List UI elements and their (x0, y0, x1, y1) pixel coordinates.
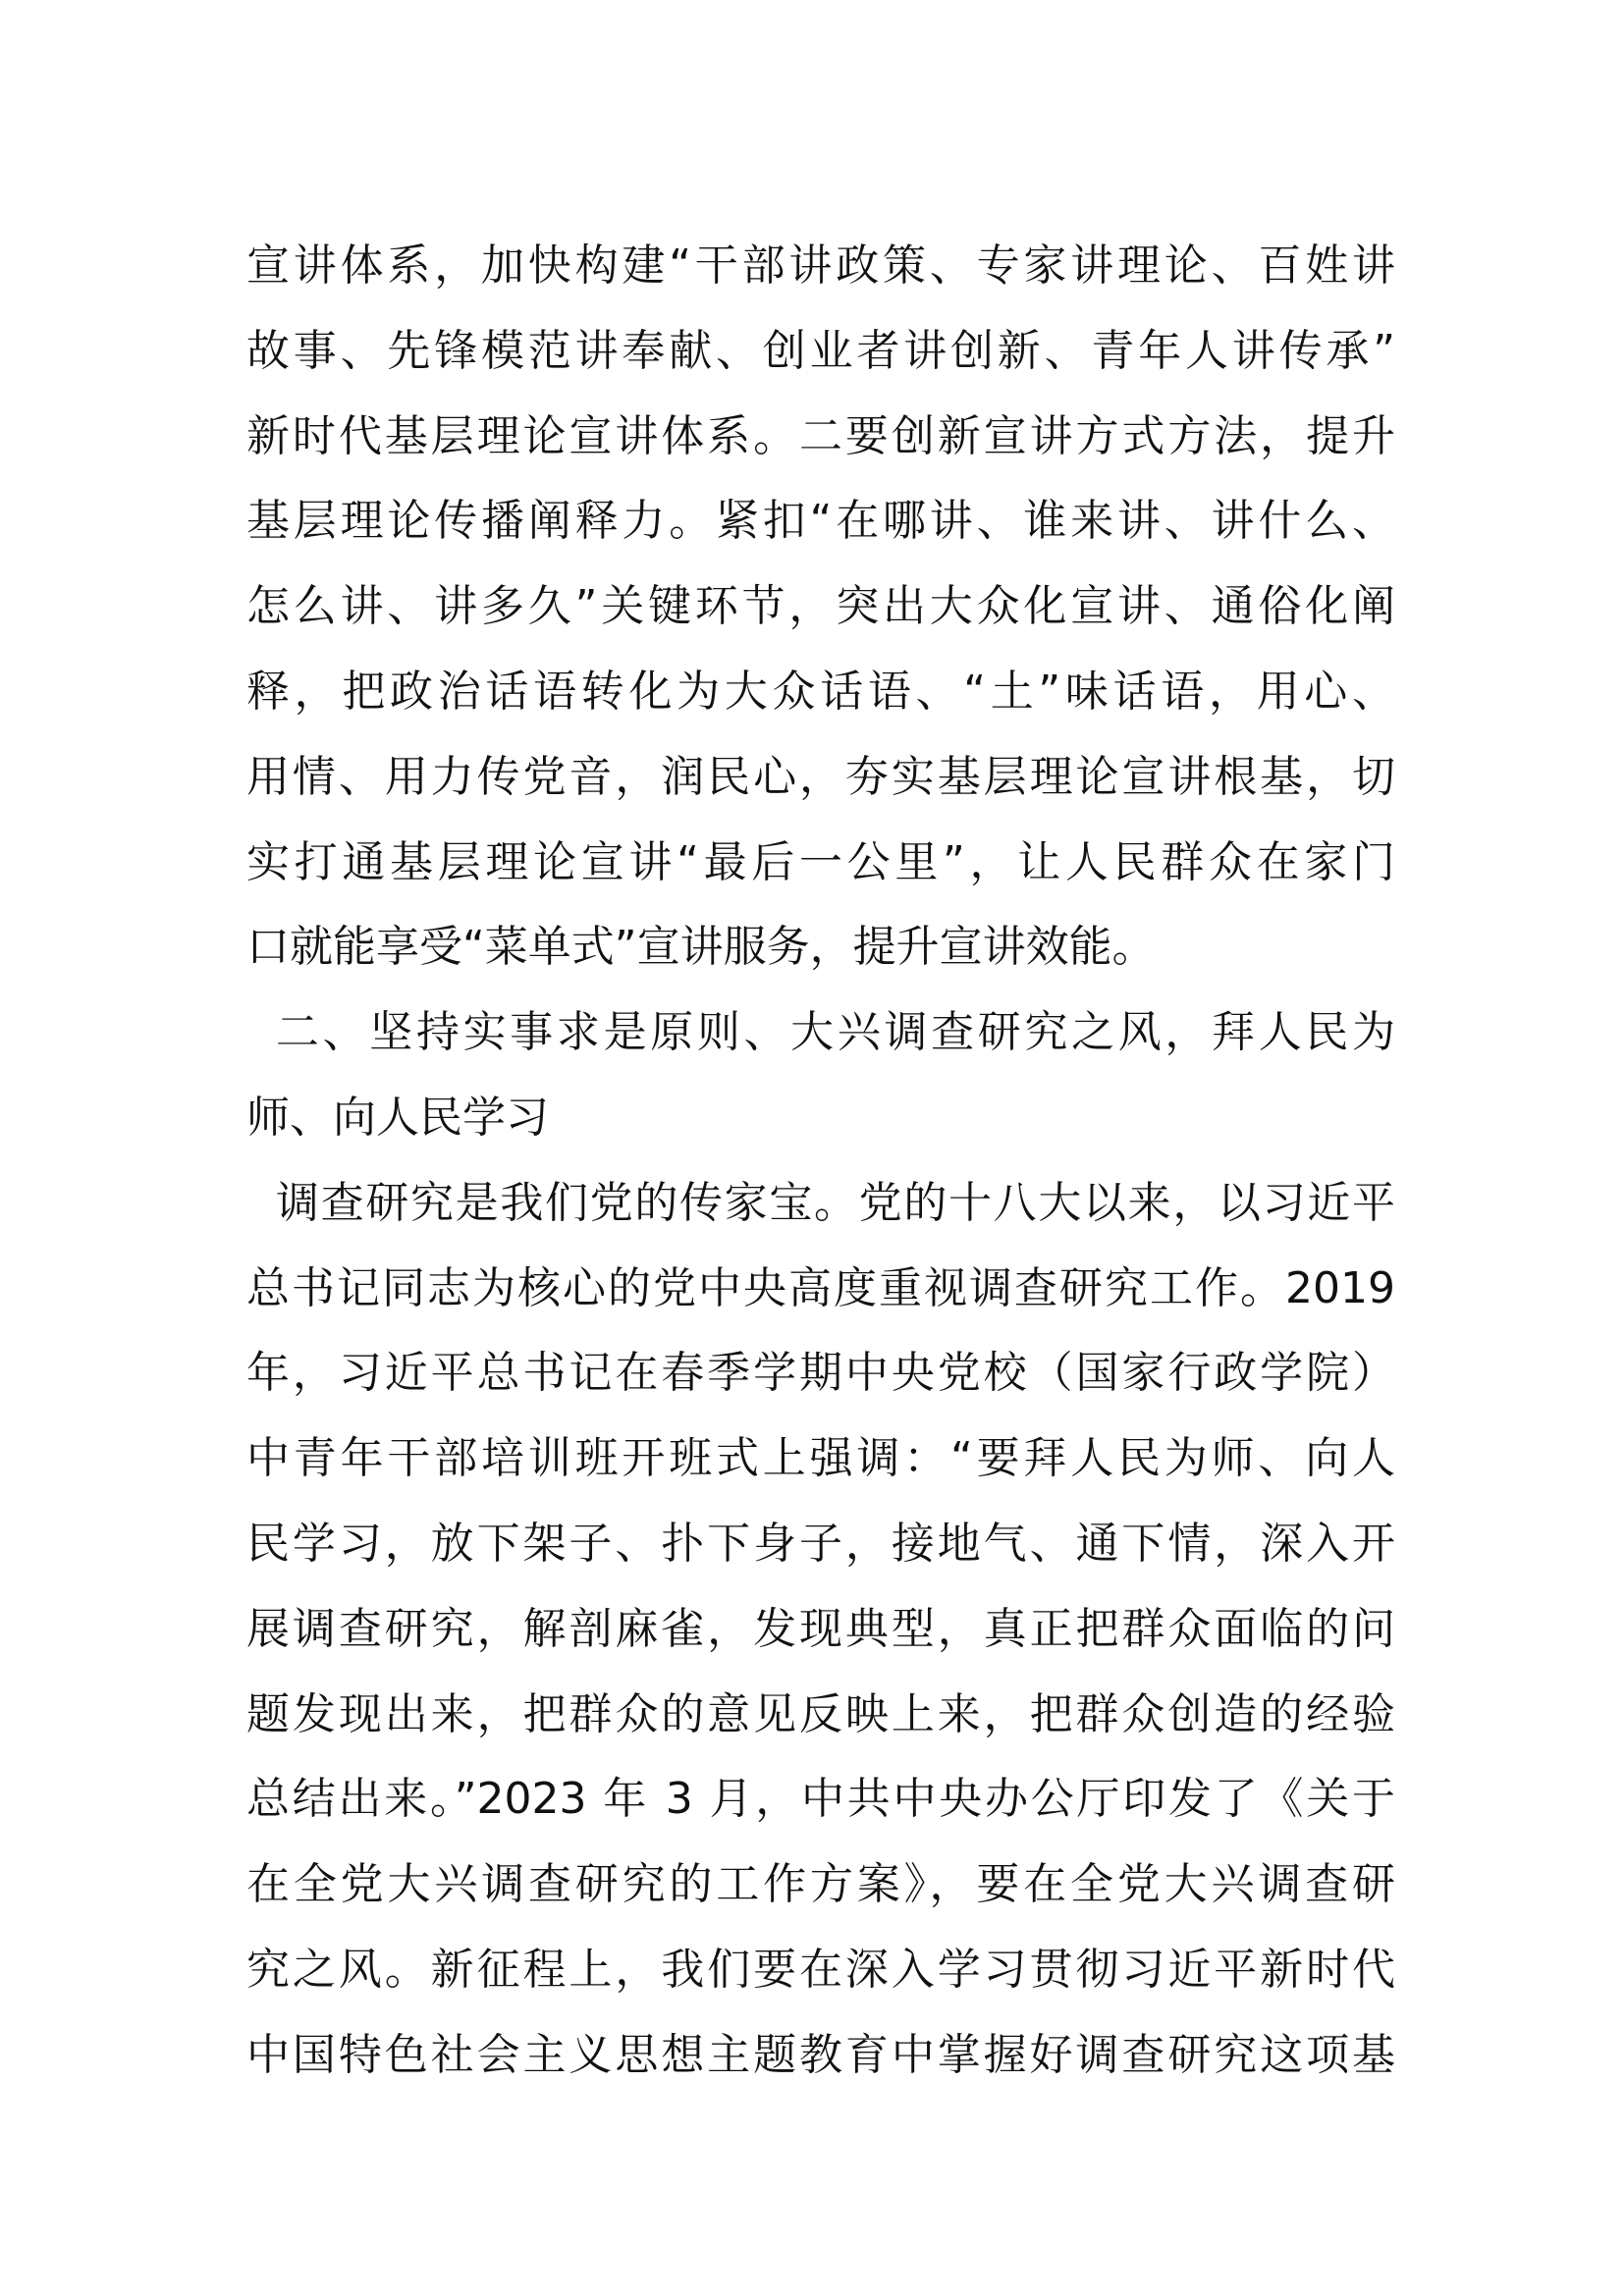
text-line: 故事、先锋模范讲奉献、创业者讲创新、青年人讲传承” (246, 325, 1395, 376)
text-line: 调查研究是我们党的传家宝。党的十八大以来，以习近平 (276, 1177, 1395, 1228)
text-line: 展调查研究，解剖麻雀，发现典型，真正把群众面临的问 (246, 1603, 1395, 1654)
text-line: 民学习，放下架子、扑下身子，接地气、通下情，深入开 (246, 1518, 1395, 1569)
text-line: 中国特色社会主义思想主题教育中掌握好调查研究这项基 (246, 2029, 1395, 2080)
text-line: 用情、用力传党音，润民心，夯实基层理论宣讲根基，切 (246, 751, 1395, 802)
text-line: 基层理论传播阐释力。紧扣“在哪讲、谁来讲、讲什么、 (246, 496, 1395, 547)
text-line: 释，把政治话语转化为大众话语、“土”味话语，用心、 (246, 666, 1395, 717)
text-line: 新时代基层理论宣讲体系。二要创新宣讲方式方法，提升 (246, 410, 1395, 461)
text-line: 实打通基层理论宣讲“最后一公里”，让人民群众在家门 (246, 836, 1395, 887)
text-line: 题发现出来，把群众的意见反映上来，把群众创造的经验 (246, 1688, 1395, 1739)
text-line: 怎么讲、讲多久”关键环节，突出大众化宣讲、通俗化阐 (246, 581, 1395, 632)
body-text (246, 224, 1395, 2099)
text-line: 年，习近平总书记在春季学期中央党校（国家行政学院） (246, 1348, 1395, 1399)
section-heading-continued: 师、向人民学习 (246, 1092, 549, 1143)
text-line: 总书记同志为核心的党中央高度重视调查研究工作。2019 (246, 1262, 1395, 1313)
text-line: 究之风。新征程上，我们要在深入学习贯彻习近平新时代 (246, 1944, 1395, 1995)
text-line: 中青年干部培训班开班式上强调：“要拜人民为师、向人 (246, 1433, 1395, 1484)
text-line: 在全党大兴调查研究的工作方案》，要在全党大兴调查研 (246, 1859, 1395, 1910)
text-line: 口就能享受“菜单式”宣讲服务，提升宣讲效能。 (246, 922, 1156, 973)
section-heading: 二、坚持实事求是原则、大兴调查研究之风，拜人民为 (276, 1007, 1395, 1058)
text-line: 总结出来。”2023 年 3 月，中共中央办公厅印发了《关于 (246, 1774, 1395, 1825)
text-line: 宣讲体系，加快构建“干部讲政策、专家讲理论、百姓讲 (246, 240, 1395, 291)
